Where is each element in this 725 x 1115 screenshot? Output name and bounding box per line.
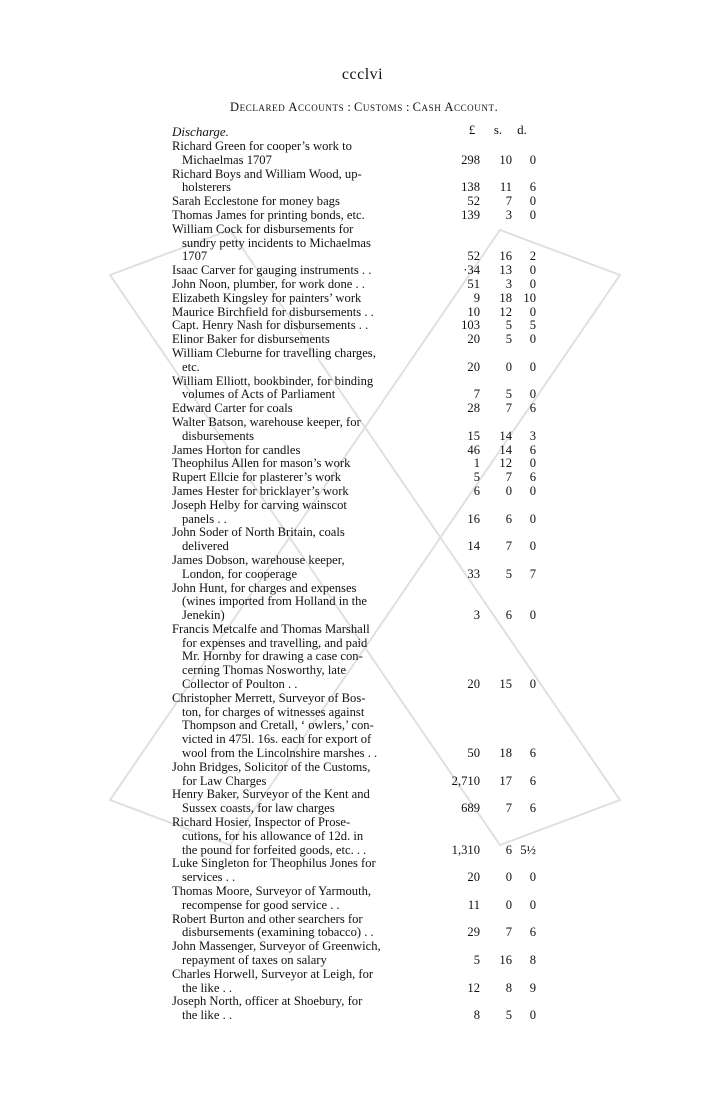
shillings-value: 18 [499,290,512,305]
entry-line: panels . . [182,511,227,526]
entry-line: Henry Baker, Surveyor of the Kent and [172,787,370,802]
entry-description [172,788,418,816]
list-item [172,621,536,692]
pounds-value: 15 [467,428,480,443]
shillings-value: 6 [505,511,512,526]
shillings-value: 13 [499,263,512,278]
pounds-value: 33 [467,566,480,581]
pounds-value: 5 [473,470,480,485]
entry-line: victed in 475l. 16s. each for export of [182,732,372,747]
pounds-value: 7 [473,387,480,402]
entry-line: repayment of taxes on salary [182,953,327,968]
shillings-value: 7 [505,194,512,209]
list-item [172,580,536,623]
shillings-value: 14 [499,442,512,457]
entry-line: Francis Metcalfe and Thomas Marshall [172,621,370,636]
entry-line: 1707 [182,249,208,264]
list-item [172,690,536,761]
pounds-value: 138 [461,180,480,195]
pence-value: 0 [529,897,536,912]
entry-description [172,761,418,789]
list-item [172,994,536,1023]
list-item [172,345,536,375]
pence-value: 6 [529,746,536,761]
list-item [172,525,536,554]
entry-line: Edward Carter for coals [172,401,293,416]
pounds-value: 51 [467,276,480,291]
entry-line: Elizabeth Kingsley for painters’ work [172,290,362,305]
entry-line: Collector of Poulton . . [182,677,298,692]
list-item [172,332,536,347]
pounds-value: 20 [467,870,480,885]
pounds-value: 103 [461,318,480,333]
pence-value: 0 [529,608,536,623]
list-item [172,194,536,209]
shillings-value: 7 [505,925,512,940]
entry-description [172,402,418,416]
entry-line: Luke Singleton for Theophilus Jones for [172,856,376,871]
entry-line: James Horton for candles [172,442,301,457]
list-item [172,966,536,996]
entry-line: John Noon, plumber, for work done . . [172,276,365,291]
shillings-value: 12 [499,456,512,471]
pence-value: 6 [529,773,536,788]
entry-line: Isaac Carver for gauging instruments . . [172,263,372,278]
entry-description [172,306,418,320]
entry-description [172,499,418,527]
shillings-value: 5 [505,318,512,333]
discharge-heading: Discharge. [172,124,229,139]
entry-line: for expenses and travelling, and paid [182,635,368,650]
shillings-value: 7 [505,401,512,416]
entry-line: Elinor Baker for disbursements [172,332,330,347]
entry-line: the like . . [182,980,233,995]
entry-description [172,333,418,347]
pence-value: 0 [529,870,536,885]
pounds-value: 20 [467,359,480,374]
entry-description [172,140,418,168]
running-head-declared: Declared Accounts [230,100,345,114]
pounds-value: 1 [473,456,480,471]
entry-description [172,968,418,996]
shillings-value: 15 [499,677,512,692]
list-item [172,456,536,471]
entry-description [172,485,418,499]
entry-line: (wines imported from Holland in the [182,594,368,609]
shillings-value: 16 [499,249,512,264]
pence-value: 0 [529,359,536,374]
pounds-value: ·34 [463,263,480,278]
list-item [172,856,536,885]
entry-description [172,347,418,375]
entry-line: the like . . [182,1008,233,1023]
pence-value: 0 [529,194,536,209]
entry-line: cutions, for his allowance of 12d. in [182,828,364,843]
list-item [172,815,536,857]
entry-description [172,195,418,209]
entry-description [172,319,418,333]
shillings-value: 0 [505,483,512,498]
pounds-value: 20 [467,677,480,692]
running-head-cash-account: Cash Account. [412,100,499,114]
pounds-value: 6 [473,483,480,498]
pounds-value: 52 [467,194,480,209]
shillings-value: 0 [505,897,512,912]
pounds-value: 11 [467,897,480,912]
shillings-value: 7 [505,539,512,554]
entry-line: Robert Burton and other searchers for [172,911,363,926]
shillings-header: s. [493,122,503,137]
entry-line: delivered [182,539,229,554]
list-item [172,939,536,968]
entry-line: Mr. Hornby for drawing a case con- [182,649,363,664]
shillings-value: 6 [505,608,512,623]
shillings-value: 5 [505,1008,512,1023]
pence-value: 6 [529,470,536,485]
shillings-value: 0 [505,359,512,374]
entry-line: Rupert Ellcie for plasterer’s work [172,470,342,485]
pence-value: 0 [529,1008,536,1023]
list-item [172,166,536,196]
entry-line: Joseph North, officer at Shoebury, for [172,994,363,1009]
pence-value: 0 [529,511,536,526]
entry-line: Richard Boys and William Wood, up- [172,166,362,181]
list-item [172,552,536,582]
column-headers [172,122,532,138]
entry-line: for Law Charges [182,773,267,788]
entry-description [172,582,418,623]
entry-line: Joseph Helby for carving wainscot [172,497,347,512]
entry-line: wool from the Lincolnshire marshes . . [182,746,378,761]
entry-description [172,471,418,485]
pounds-value: 14 [467,539,480,554]
pounds-value: 298 [461,152,480,167]
pounds-value: 28 [467,401,480,416]
pounds-header: £ [468,122,476,137]
pounds-value: 29 [467,925,480,940]
list-item [172,290,536,306]
shillings-value: 16 [499,953,512,968]
entry-description [172,623,418,692]
list-item [172,304,536,320]
entry-line: London, for cooperage [182,566,298,581]
list-item [172,470,536,485]
entry-line: the pound for forfeited goods, etc. . . [182,842,367,857]
pence-value: 6 [529,801,536,816]
shillings-value: 3 [505,276,512,291]
pence-value: 6 [529,442,536,457]
shillings-value: 10 [499,152,512,167]
pence-value: 5½ [520,842,536,857]
pence-value: 8 [529,953,536,968]
list-item [172,884,536,913]
entry-description [172,816,418,857]
entry-description [172,444,418,458]
shillings-value: 17 [499,773,512,788]
shillings-value: 7 [505,470,512,485]
pence-header: d. [517,122,527,137]
entry-description [172,940,418,968]
entry-line: John Hunt, for charges and expenses [172,580,357,595]
entry-line: James Dobson, warehouse keeper, [172,552,345,567]
pounds-value: 8 [473,1008,480,1023]
list-item [172,373,536,403]
pounds-value: 5 [473,953,480,968]
entry-description [172,995,418,1023]
entry-line: services . . [182,870,236,885]
pounds-value: 20 [467,332,480,347]
entry-description [172,292,418,306]
list-item [172,276,536,292]
list-item [172,139,536,168]
entry-line: Theophilus Allen for mason’s work [172,456,351,471]
pounds-value: 12 [467,980,480,995]
pence-value: 0 [529,276,536,291]
shillings-value: 5 [505,566,512,581]
pence-value: 0 [529,456,536,471]
entry-description [172,264,418,278]
entry-line: Sussex coasts, for law charges [182,801,335,816]
entry-line: Capt. Henry Nash for disbursements . . [172,318,369,333]
pence-value: 2 [529,249,536,264]
list-item [172,414,536,444]
entry-line: ton, for charges of witnesses against [182,704,365,719]
entry-description [172,692,418,761]
entry-line: Richard Green for cooper’s work to [172,139,352,153]
pence-value: 0 [529,152,536,167]
shillings-value: 5 [505,387,512,402]
pounds-value: 139 [461,207,480,222]
pounds-value: 2,710 [451,773,480,788]
shillings-value: 7 [505,801,512,816]
pounds-value: 46 [467,442,480,457]
pence-value: 0 [529,332,536,347]
entry-description [172,416,418,444]
pence-value: 6 [529,180,536,195]
entry-description [172,278,418,292]
entry-line: Christopher Merrett, Surveyor of Bos- [172,690,366,705]
entry-line: volumes of Acts of Parliament [182,387,336,402]
entry-line: William Elliott, bookbinder, for binding [172,373,374,388]
entry-line: Jenekin) [182,608,225,623]
shillings-value: 8 [505,980,512,995]
pence-value: 9 [529,980,536,995]
running-head-customs: Customs [353,100,403,114]
entry-line: Thomas Moore, Surveyor of Yarmouth, [172,884,372,899]
entry-description [172,913,418,941]
entry-line: John Bridges, Solicitor of the Customs, [172,759,371,774]
list-item [172,207,536,223]
list-item [172,263,536,278]
entry-line: Charles Horwell, Surveyor at Leigh, for [172,966,374,981]
entry-line: Michaelmas 1707 [182,152,272,167]
entry-line: cerning Thomas Nosworthy, late [182,663,347,678]
entry-line: sundry petty incidents to Michaelmas [182,235,371,250]
list-item [172,759,536,789]
list-item [172,497,536,527]
pence-value: 0 [529,387,536,402]
pence-value: 0 [529,304,536,319]
entry-line: James Hester for bricklayer’s work [172,483,349,498]
entry-line: disbursements (examining tobacco) . . [182,925,374,940]
shillings-value: 3 [505,207,512,222]
list-item [172,483,536,499]
list-item [172,442,536,458]
entry-line: Richard Hosier, Inspector of Prose- [172,815,351,830]
entry-description [172,857,418,885]
pounds-value: 3 [473,608,480,623]
pence-value: 0 [529,483,536,498]
entry-line: Maurice Birchfield for disbursements . . [172,304,374,319]
list-item [172,911,536,941]
entry-description [172,209,418,223]
pence-value: 0 [529,207,536,222]
list-item [172,318,536,333]
list-item [172,787,536,816]
entry-description [172,168,418,196]
entry-line: recompense for good service . . [182,897,340,912]
entry-description [172,457,418,471]
pence-value: 0 [529,263,536,278]
running-head: Declared Accounts : Customs : Cash Account. [230,100,499,114]
entry-line: disbursements [182,428,255,443]
pence-value: 6 [529,401,536,416]
entry-line: holsterers [182,180,231,195]
shillings-value: 6 [505,842,512,857]
pence-value: 6 [529,925,536,940]
pence-value: 0 [529,539,536,554]
entry-line: Walter Batson, warehouse keeper, for [172,414,361,429]
pounds-value: 50 [467,746,480,761]
entry-line: Sarah Ecclestone for money bags [172,194,340,209]
pounds-value: 10 [467,304,480,319]
entry-line: Thompson and Cretall, ‘ owlers,’ con- [182,718,374,733]
entry-line: William Cock for disbursements for [172,221,354,236]
page-number: ccclvi [341,66,384,83]
entry-line: William Cleburne for travelling charges, [172,345,376,360]
list-item [172,221,536,264]
pounds-value: 1,310 [451,842,480,857]
pence-value: 3 [529,428,536,443]
entry-description [172,223,418,264]
pence-value: 0 [529,677,536,692]
pounds-value: 16 [467,511,480,526]
entry-description [172,375,418,403]
shillings-value: 11 [499,180,512,195]
pence-value: 10 [523,290,536,305]
entry-description [172,526,418,554]
pence-value: 7 [529,566,536,581]
pounds-value: 52 [467,249,480,264]
shillings-value: 18 [499,746,512,761]
pounds-value: 9 [473,290,480,305]
entry-line: etc. [182,359,200,374]
entries-list [172,139,536,1023]
list-item [172,401,536,416]
entry-description [172,554,418,582]
entry-line: John Soder of North Britain, coals [172,525,345,540]
shillings-value: 14 [499,428,512,443]
shillings-value: 0 [505,870,512,885]
pence-value: 5 [529,318,536,333]
entry-line: John Massenger, Surveyor of Greenwich, [172,939,381,954]
shillings-value: 12 [499,304,512,319]
entry-line: Thomas James for printing bonds, etc. [172,207,365,222]
pounds-value: 689 [461,801,480,816]
shillings-value: 5 [505,332,512,347]
entry-description [172,885,418,913]
